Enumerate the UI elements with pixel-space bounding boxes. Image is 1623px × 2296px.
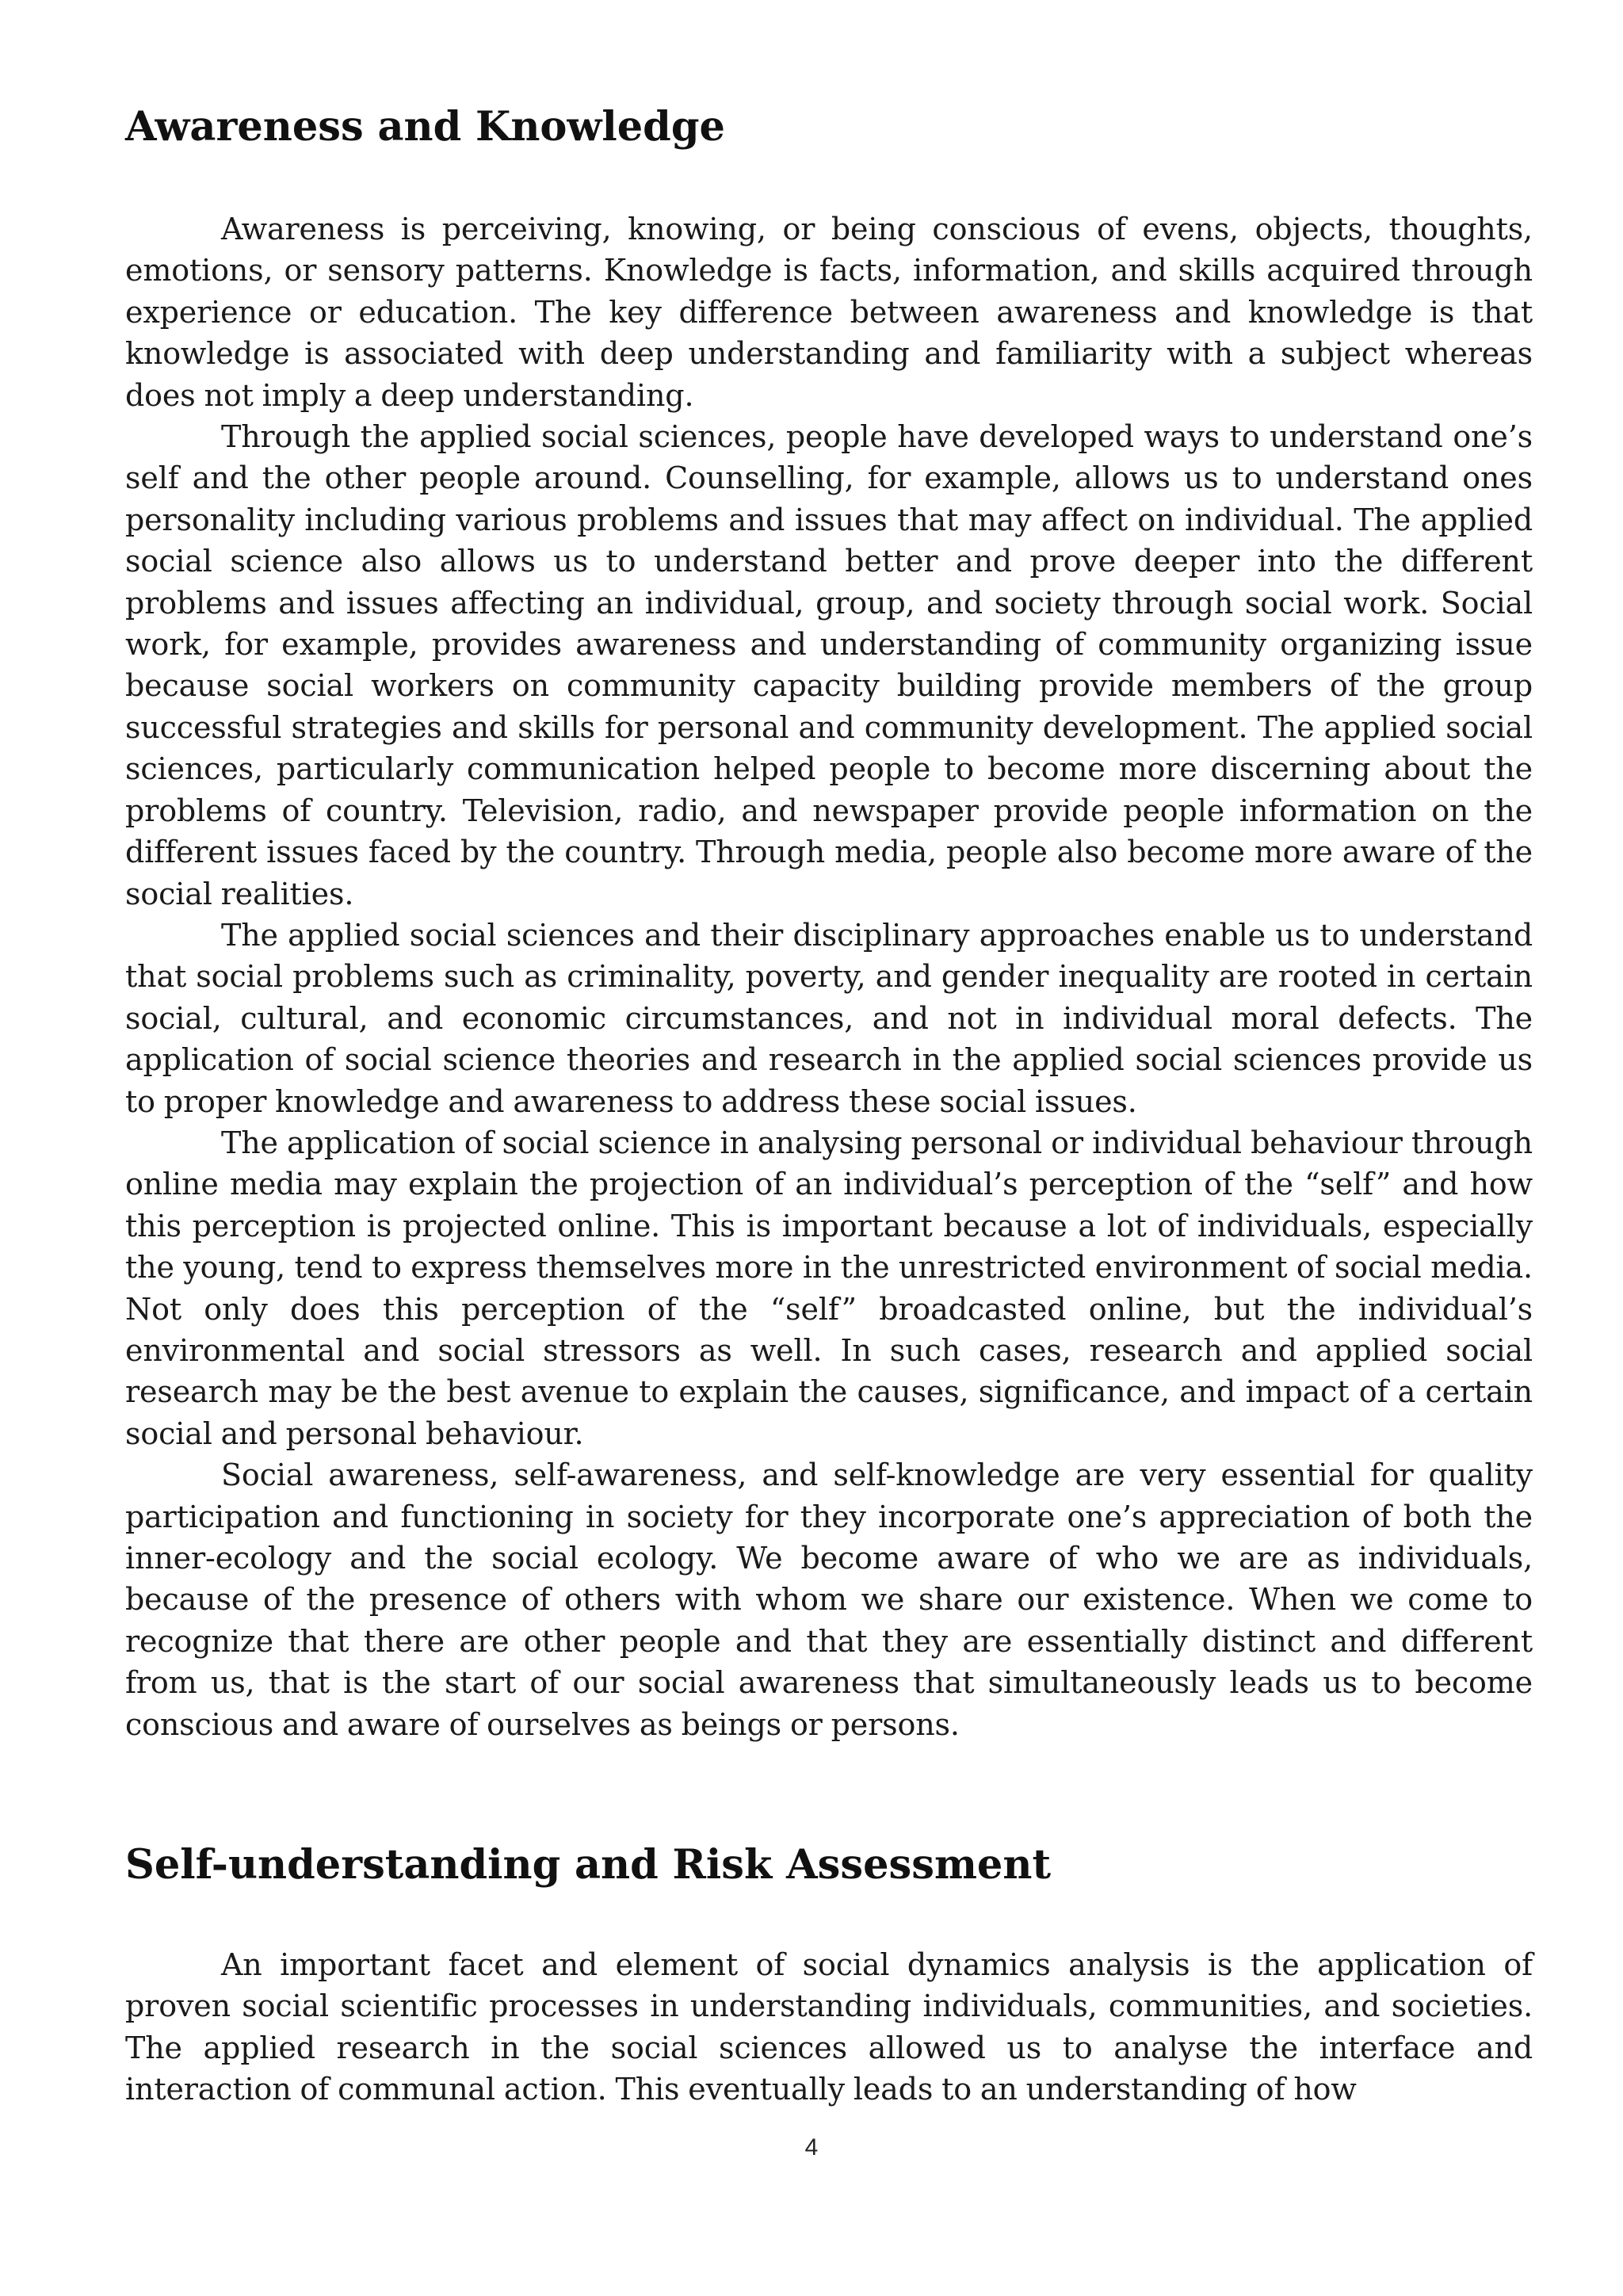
paragraph: Social awareness, self-awareness, and self-knowledge are very essential for quality participation and functioning in society for they incorporate one’s appreciation of both the inner-ecology and the social ecology. We become aware of who we are as individuals, because of the presence of others with whom we share our existence. When we come to recognize that there are other people and that they are essentially distinct and different from us, that is the start of our social awareness that simultaneously leads us to become conscious and aware of ourselves as beings or persons.	[125, 1457, 1533, 1742]
section-heading-self-understanding-and-risk-assessment: Self-understanding and Risk Assessment	[125, 1841, 1052, 1889]
paragraph: The applied social sciences and their disciplinary approaches enable us to understand that social problems such as criminality, poverty, and gender inequality are rooted in certain social, cultural, and economic circumstances, and not in individual moral defects. The application of social science theories and research in the applied social sciences provide us to proper knowledge and awareness to address these social issues.	[125, 917, 1533, 1119]
paragraph: Awareness is perceiving, knowing, or being conscious of evens, objects, thoughts, emotions, or sensory patterns. Knowledge is facts, information, and skills acquired through experience or education. The key difference between awareness and knowledge is that knowledge is associated with deep understanding and familiarity with a subject whereas does not imply a deep understanding.	[125, 212, 1533, 413]
paragraph: The application of social science in analysing personal or individual behaviour through online media may explain the projection of an individual’s perception of the “self” and how this perception is projected online. This is important because a lot of individuals, especially the young, tend to express themselves more in the unrestricted environment of social media. Not only does this perception of the “self” broadcasted online, but the individual’s environmental and social stressors as well. In such cases, research and applied social research may be the best avenue to explain the causes, significance, and impact of a certain social and personal behaviour.	[125, 1125, 1533, 1451]
section-self-understanding-and-risk-assessment	[125, 1944, 1533, 2111]
paragraph: Through the applied social sciences, people have developed ways to understand one’s self and the other people around. Counselling, for example, allows us to understand ones personality including various problems and issues that may affect on individual. The applied social science also allows us to understand better and prove deeper into the different problems and issues affecting an individual, group, and society through social work. Social work, for example, provides awareness and understanding of community organizing issue because social workers on community capacity building provide members of the group successful strategies and skills for personal and community development. The applied social sciences, particularly communication helped people to become more discerning about the problems of country. Television, radio, and newspaper provide people information on the different issues faced by the country. Through media, people also become more aware of the social realities.	[125, 419, 1533, 911]
page-number: 4	[804, 2134, 819, 2160]
section-awareness-and-knowledge	[125, 208, 1533, 1745]
paragraph: An important facet and element of social dynamics analysis is the application of proven social scientific processes in understanding individuals, communities, and societies. The applied research in the social sciences allowed us to analyse the interface and interaction of communal action. This eventually leads to an understanding of how	[125, 1947, 1533, 2107]
section-heading-awareness-and-knowledge: Awareness and Knowledge	[125, 103, 725, 151]
